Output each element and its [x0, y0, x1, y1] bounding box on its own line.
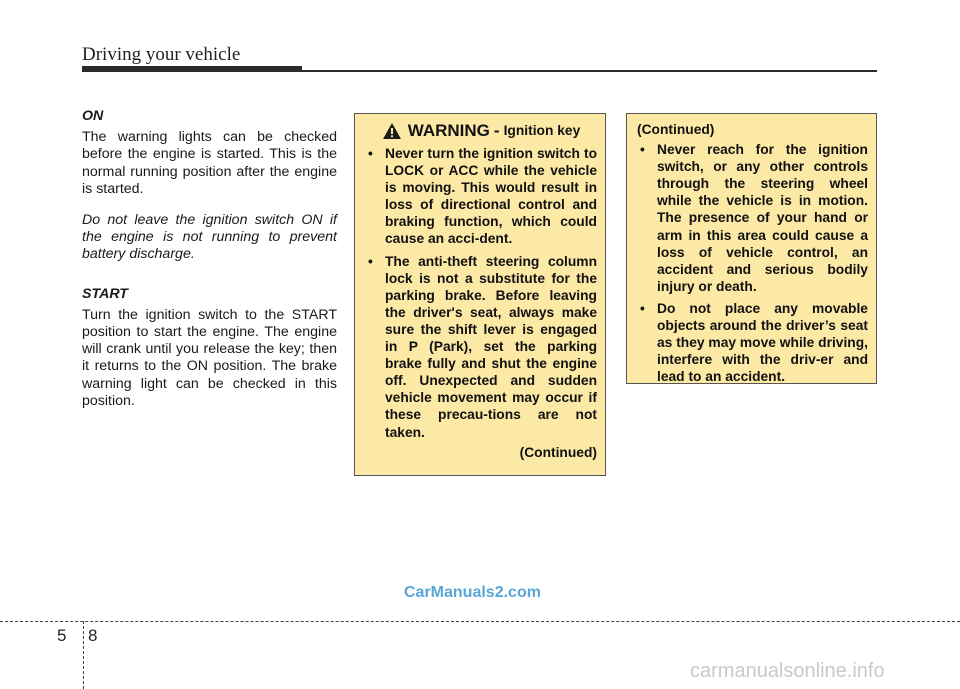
header-title: Driving your vehicle — [82, 44, 241, 65]
continued-label: (Continued) — [637, 122, 715, 137]
warning-subtitle: Ignition key — [503, 123, 581, 139]
continued-label: (Continued) — [519, 444, 597, 460]
warning-header — [365, 122, 597, 140]
list-item — [637, 141, 868, 295]
list-item — [365, 145, 597, 248]
warning-list — [365, 145, 597, 441]
on-paragraph: The warning lights can be checked before the engine is started. This is the normal running position after the engine is started. — [82, 129, 337, 197]
list-item-text: The anti-theft steering column lock is not a substitute for the parking brake. Before leaving the driver's seat, always make sure the shift lever is engaged in P (Park), set the parking brake fully and shut the engine off. Unexpected and sudden vehicle movement may occur if these precau-tions are not taken. — [385, 253, 597, 440]
warning-box-continued — [626, 113, 877, 384]
warning-box-ignition-key — [354, 113, 606, 476]
on-heading: ON — [82, 108, 104, 124]
warning-list — [637, 141, 868, 385]
bullet: • — [640, 142, 645, 158]
list-item-text: Never turn the ignition switch to LOCK or ACC while the vehicle is moving. This would result in loss of directional control and braking function, which could cause an acci-dent. — [385, 146, 597, 247]
watermark-link[interactable]: CarManuals2.com — [404, 584, 541, 601]
footer-vertical-rule — [83, 621, 84, 689]
on-note: Do not leave the ignition switch ON if the engine is not running to prevent battery discharge. — [82, 212, 337, 263]
page-section-number: 5 — [57, 626, 67, 645]
warning-triangle-icon — [382, 122, 402, 140]
bullet: • — [368, 253, 373, 269]
start-paragraph: Turn the ignition switch to the START position to start the engine. The engine will crank until you release the key; then it returns to the ON position. The brake warning light can be checked in this position. — [82, 306, 337, 409]
left-column — [82, 108, 337, 410]
page-number: 8 — [88, 626, 98, 645]
list-item — [637, 300, 868, 385]
start-heading: START — [82, 285, 128, 302]
list-item-text: Do not place any movable objects around the driver’s seat as they may move while driving, interfere with the driv-er and lead to an accident. — [657, 300, 868, 385]
warning-dash: - — [493, 121, 500, 141]
footer-rule — [0, 621, 960, 622]
list-item-text: Never reach for the ignition switch, or any other controls through the steering wheel while the vehicle is in motion. The presence of your hand or arm in this area could cause a loss of vehicle control, an accident and serious bodily injury or death. — [657, 142, 868, 294]
site-watermark: carmanualsonline.info — [690, 660, 885, 682]
bullet: • — [640, 300, 645, 316]
bullet: • — [368, 146, 373, 161]
header-rule-thin — [302, 70, 877, 72]
header-rule-thick — [82, 66, 302, 72]
list-item — [365, 253, 597, 441]
warning-label: WARNING — [407, 121, 490, 141]
